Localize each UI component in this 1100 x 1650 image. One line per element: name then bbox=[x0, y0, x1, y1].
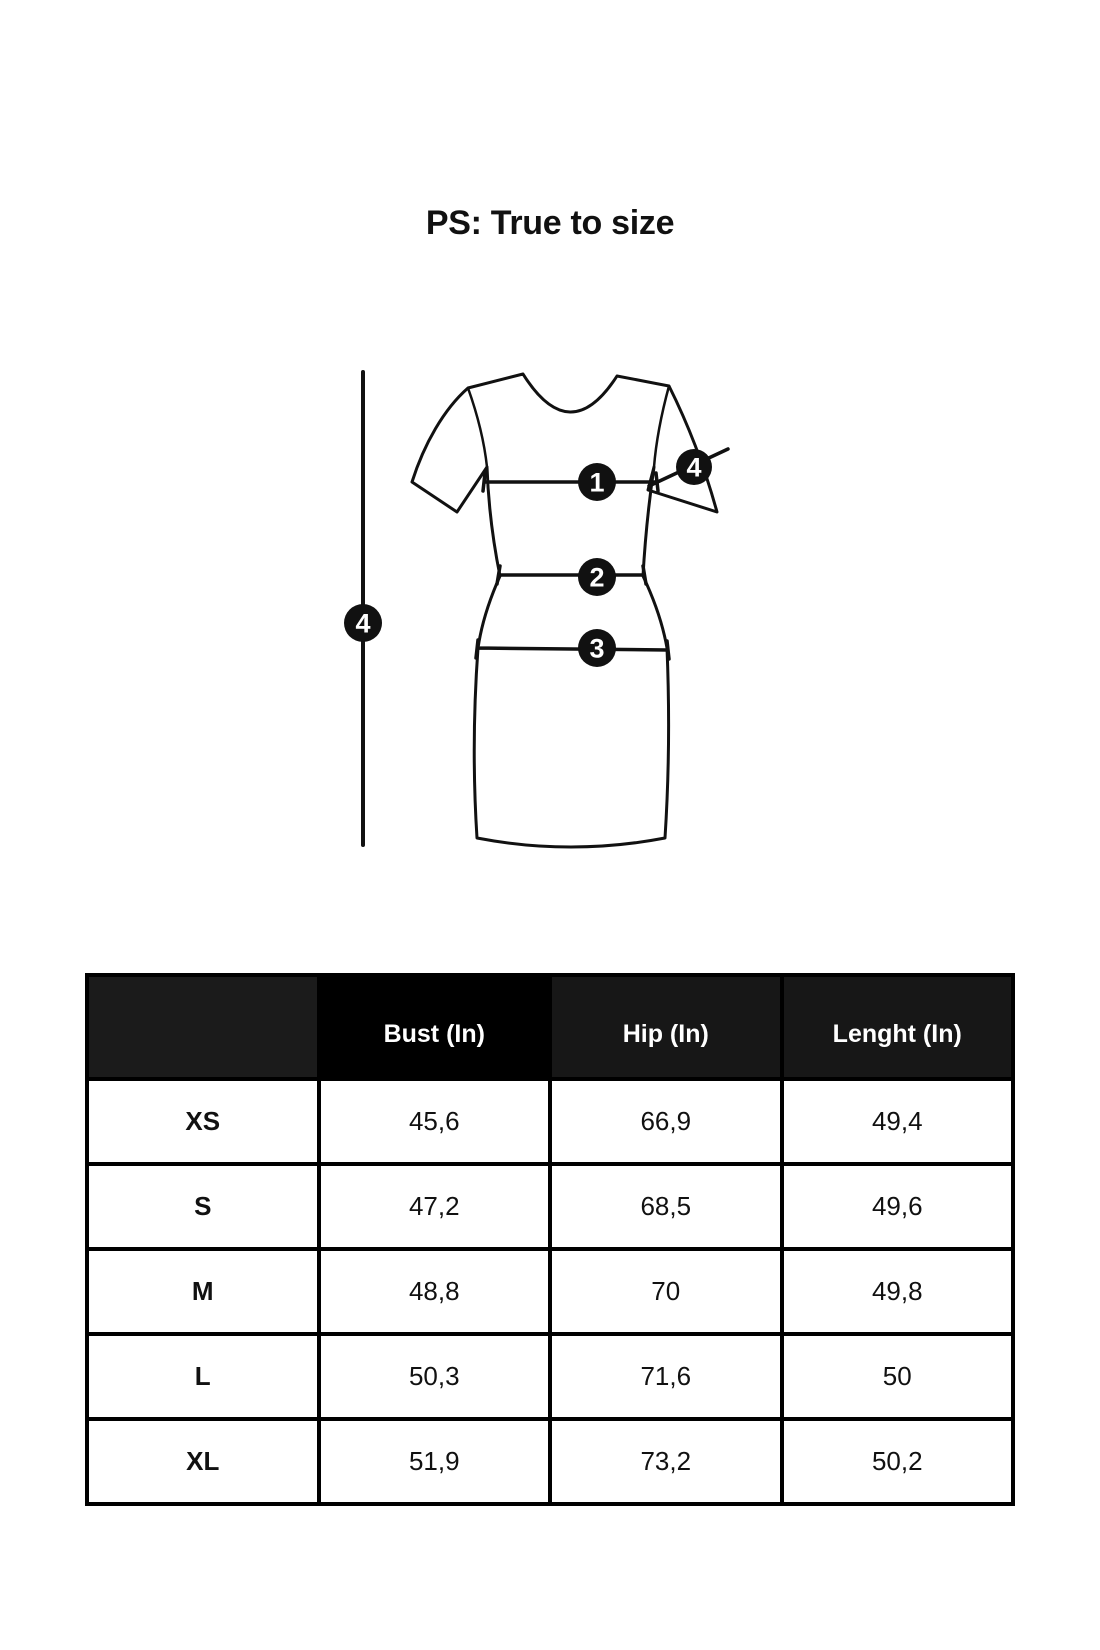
svg-text:3: 3 bbox=[589, 633, 605, 664]
sleeve-marker bbox=[676, 449, 712, 485]
size-label: S bbox=[87, 1164, 319, 1249]
length-value: 50 bbox=[782, 1334, 1014, 1419]
hip-measure-line bbox=[476, 640, 669, 659]
garment-diagram bbox=[320, 340, 750, 860]
length-value: 50,2 bbox=[782, 1419, 1014, 1504]
length-value: 49,8 bbox=[782, 1249, 1014, 1334]
size-label: M bbox=[87, 1249, 319, 1334]
page-title: PS: True to size bbox=[425, 204, 675, 242]
hip-marker bbox=[578, 629, 616, 667]
garment-measurement-diagram bbox=[320, 340, 750, 860]
svg-text:4: 4 bbox=[355, 608, 371, 639]
dress-outline bbox=[412, 374, 717, 847]
length-value: 49,6 bbox=[782, 1164, 1014, 1249]
length-value: 49,4 bbox=[782, 1079, 1014, 1164]
hip-value: 70 bbox=[550, 1249, 782, 1334]
svg-text:1: 1 bbox=[589, 467, 605, 498]
bust-value: 51,9 bbox=[319, 1419, 551, 1504]
waist-measure-line bbox=[497, 566, 646, 584]
column-header-hip: Hip (In) bbox=[550, 975, 782, 1079]
left-armhole-seam bbox=[468, 388, 487, 467]
header-row bbox=[87, 975, 1013, 1079]
size-label: XS bbox=[87, 1079, 319, 1164]
hip-value: 68,5 bbox=[550, 1164, 782, 1249]
column-header-length: Lenght (In) bbox=[782, 975, 1014, 1079]
table-row-xs bbox=[87, 1079, 1013, 1164]
table-row-s bbox=[87, 1164, 1013, 1249]
column-header-size bbox=[87, 975, 319, 1079]
hip-value: 71,6 bbox=[550, 1334, 782, 1419]
bust-marker bbox=[578, 463, 616, 501]
bust-value: 47,2 bbox=[319, 1164, 551, 1249]
size-label: XL bbox=[87, 1419, 319, 1504]
bust-value: 45,6 bbox=[319, 1079, 551, 1164]
hip-value: 73,2 bbox=[550, 1419, 782, 1504]
column-header-bust: Bust (In) bbox=[319, 975, 551, 1079]
right-armhole-seam bbox=[654, 386, 669, 467]
length-marker bbox=[344, 604, 382, 642]
table-row-l bbox=[87, 1334, 1013, 1419]
size-label: L bbox=[87, 1334, 319, 1419]
bust-measure-line bbox=[483, 473, 658, 491]
svg-text:4: 4 bbox=[686, 452, 702, 483]
table-row-xl bbox=[87, 1419, 1013, 1504]
bust-value: 48,8 bbox=[319, 1249, 551, 1334]
waist-marker bbox=[578, 558, 616, 596]
hip-value: 66,9 bbox=[550, 1079, 782, 1164]
table-row-m bbox=[87, 1249, 1013, 1334]
size-chart-table bbox=[85, 973, 1015, 1506]
bust-value: 50,3 bbox=[319, 1334, 551, 1419]
svg-text:2: 2 bbox=[589, 562, 605, 593]
